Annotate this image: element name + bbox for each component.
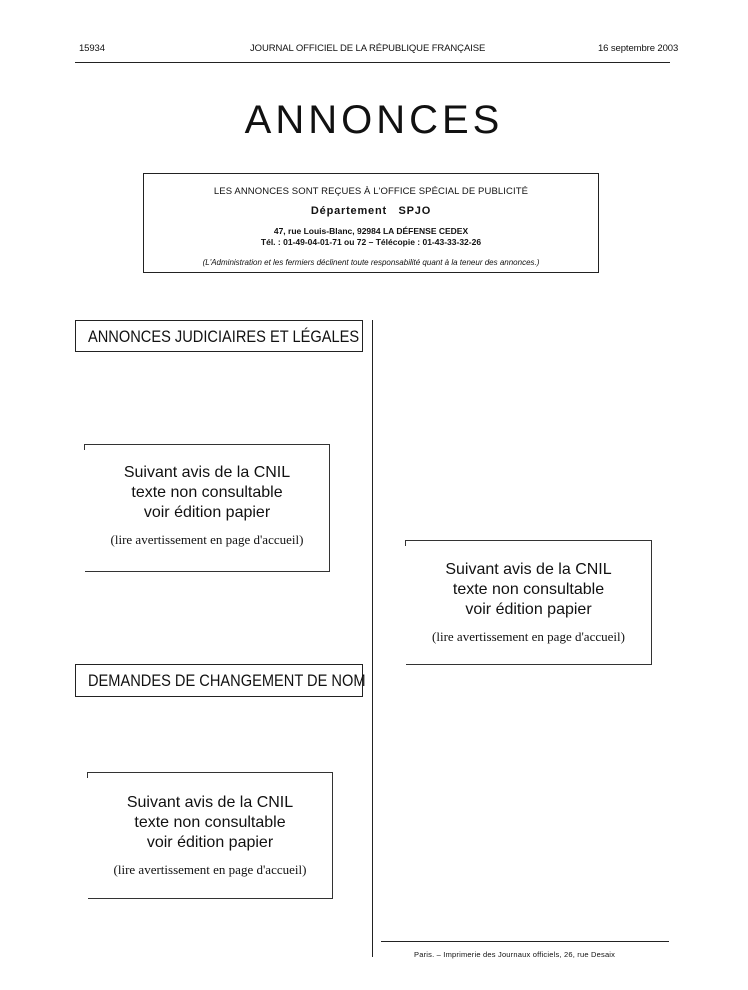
notice-note: (lire avertissement en page d'accueil) <box>432 629 625 644</box>
notice-line: texte non consultable <box>134 814 286 831</box>
page-number: 15934 <box>79 43 105 54</box>
journal-title: JOURNAL OFFICIEL DE LA RÉPUBLIQUE FRANÇAISE <box>250 43 486 54</box>
notice-note: (lire avertissement en page d'accueil) <box>110 532 304 547</box>
header-rule <box>75 62 670 63</box>
section-heading-judiciaires <box>75 320 363 352</box>
notice-note: (lire avertissement en page d'accueil) <box>113 862 307 877</box>
cnil-notice <box>85 444 330 572</box>
info-box <box>143 173 599 273</box>
notice-line: voir édition papier <box>465 601 592 618</box>
issue-date: 16 septembre 2003 <box>598 43 679 54</box>
column-divider <box>372 320 373 957</box>
notice-line: Suivant avis de la CNIL <box>445 561 612 578</box>
cnil-notice <box>406 540 652 665</box>
notice-corner <box>84 444 85 450</box>
notice-line: voir édition papier <box>146 834 274 851</box>
printer-line: Paris. – Imprimerie des Journaux officiels, 26, rue Desaix <box>414 950 616 959</box>
info-phone: Tél. : 01-49-04-01-71 ou 72 – Télécopie : 01-43-33-32-26 <box>260 237 482 247</box>
section-heading-label: DEMANDES DE CHANGEMENT DE NOM <box>88 671 366 690</box>
notice-line: Suivant avis de la CNIL <box>123 464 291 481</box>
notice-corner <box>87 772 88 778</box>
notice-line: voir édition papier <box>143 504 271 521</box>
notice-line: texte non consultable <box>452 581 605 598</box>
footer-rule <box>381 941 669 942</box>
section-heading-changement-nom <box>75 664 366 697</box>
info-address: 47, rue Louis-Blanc, 92984 LA DÉFENSE CEDEX <box>273 226 469 236</box>
notice-line: Suivant avis de la CNIL <box>126 794 294 811</box>
info-department: Département SPJO <box>310 205 432 217</box>
section-heading-label: ANNONCES JUDICIAIRES ET LÉGALES <box>88 327 360 346</box>
page-title: ANNONCES <box>244 98 504 142</box>
info-line: LES ANNONCES SONT REÇUES À L'OFFICE SPÉCIAL DE PUBLICITÉ <box>213 186 529 197</box>
notice-line: texte non consultable <box>131 484 283 501</box>
info-disclaimer: (L'Administration et les fermiers déclinent toute responsabilité quant à la teneur des annonces.) <box>202 258 540 267</box>
cnil-notice <box>88 772 333 899</box>
notice-corner <box>405 540 406 546</box>
